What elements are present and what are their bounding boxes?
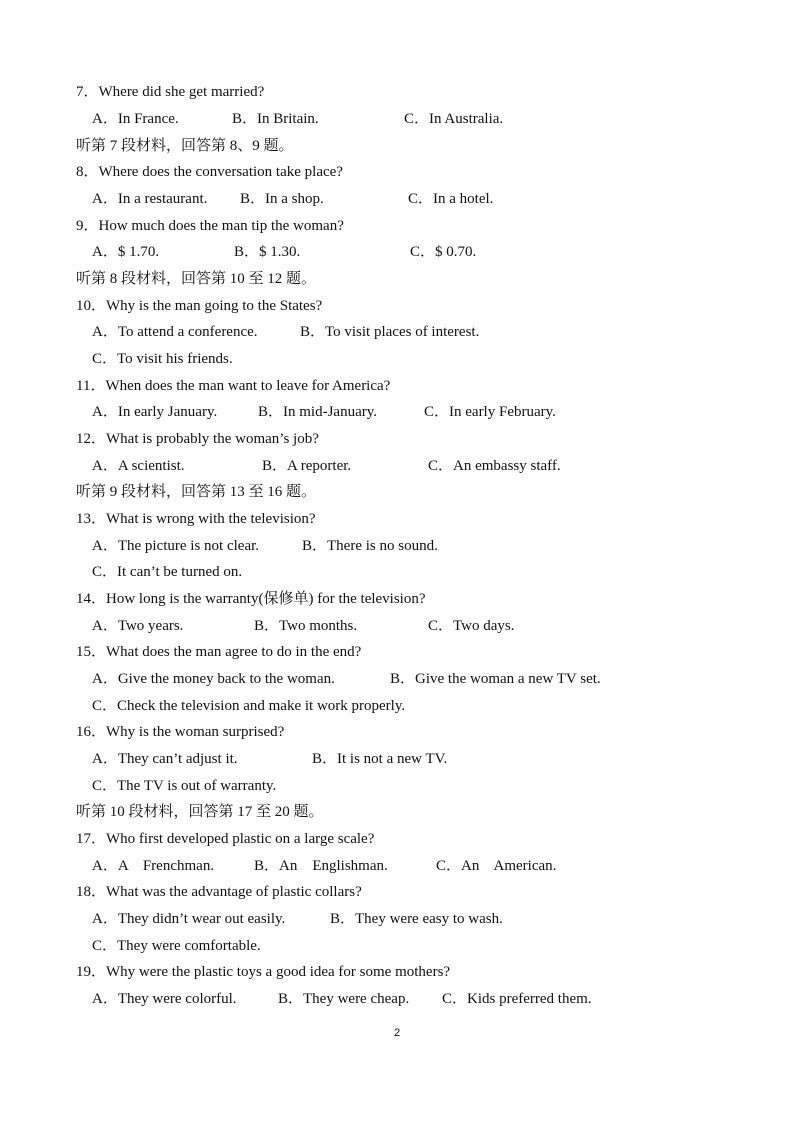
answer-option: B．In Britain.	[232, 111, 319, 127]
answer-option: A．The picture is not clear.	[92, 538, 260, 554]
answer-option: C．In a hotel.	[408, 191, 494, 207]
answer-option: B．$ 1.30.	[234, 244, 301, 260]
answer-option: C．Kids preferred them.	[442, 991, 592, 1007]
answer-option: A．To attend a conference.	[92, 324, 258, 340]
answer-option: A．They can’t adjust it.	[92, 751, 238, 767]
answer-option: C．To visit his friends.	[92, 351, 233, 367]
section-instruction: 听第 7 段材料，回答第 8、9 题。	[76, 138, 294, 154]
answer-option: C．Check the television and make it work properly.	[92, 698, 406, 714]
answer-option: B．To visit places of interest.	[300, 324, 480, 340]
answer-option: A．They were colorful.	[92, 991, 237, 1007]
answer-option: C．An American.	[436, 858, 557, 874]
question-text: 14．How long is the warranty(保修单) for the television?	[76, 591, 426, 607]
answer-option: A．In a restaurant.	[92, 191, 208, 207]
page-number: 2	[393, 1027, 401, 1039]
answer-option: A．A Frenchman.	[92, 858, 215, 874]
answer-option: B．Give the woman a new TV set.	[390, 671, 601, 687]
answer-option: B．They were easy to wash.	[330, 911, 503, 927]
answer-option: C．$ 0.70.	[410, 244, 477, 260]
answer-option: A．In early January.	[92, 404, 218, 420]
answer-option: A．They didn’t wear out easily.	[92, 911, 286, 927]
question-text: 8．Where does the conversation take place?	[76, 164, 343, 180]
question-text: 17．Who first developed plastic on a large scale?	[76, 831, 375, 847]
question-text: 12．What is probably the woman’s job?	[76, 431, 319, 447]
question-text: 15．What does the man agree to do in the end?	[76, 644, 362, 660]
answer-option: A．Two years.	[92, 618, 184, 634]
section-instruction: 听第 8 段材料，回答第 10 至 12 题。	[76, 271, 317, 287]
answer-option: C．In early February.	[424, 404, 556, 420]
answer-option: A．In France.	[92, 111, 179, 127]
answer-option: A．Give the money back to the woman.	[92, 671, 335, 687]
question-text: 19．Why were the plastic toys a good idea for some mothers?	[76, 964, 451, 980]
answer-option: B．Two months.	[254, 618, 358, 634]
answer-option: B．There is no sound.	[302, 538, 438, 554]
answer-option: C．An embassy staff.	[428, 458, 561, 474]
question-text: 11．When does the man want to leave for America?	[76, 378, 391, 394]
question-text: 10．Why is the man going to the States?	[76, 298, 323, 314]
answer-option: B．A reporter.	[262, 458, 352, 474]
answer-option: B．They were cheap.	[278, 991, 410, 1007]
question-text: 16．Why is the woman surprised?	[76, 724, 285, 740]
answer-option: A．$ 1.70.	[92, 244, 160, 260]
question-text: 9．How much does the man tip the woman?	[76, 218, 344, 234]
answer-option: C．Two days.	[428, 618, 515, 634]
question-text: 13．What is wrong with the television?	[76, 511, 316, 527]
section-instruction: 听第 9 段材料，回答第 13 至 16 题。	[76, 484, 317, 500]
answer-option: B．In mid-January.	[258, 404, 378, 420]
question-text: 18．What was the advantage of plastic collars?	[76, 884, 362, 900]
section-instruction: 听第 10 段材料，回答第 17 至 20 题。	[76, 804, 324, 820]
answer-option: C．The TV is out of warranty.	[92, 778, 277, 794]
answer-option: B．It is not a new TV.	[312, 751, 448, 767]
answer-option: B．An Englishman.	[254, 858, 388, 874]
answer-option: A．A scientist.	[92, 458, 185, 474]
answer-option: C．In Australia.	[404, 111, 504, 127]
question-text: 7．Where did she get married?	[76, 84, 265, 100]
answer-option: C．It can’t be turned on.	[92, 564, 243, 580]
answer-option: B．In a shop.	[240, 191, 324, 207]
answer-option: C．They were comfortable.	[92, 938, 261, 954]
